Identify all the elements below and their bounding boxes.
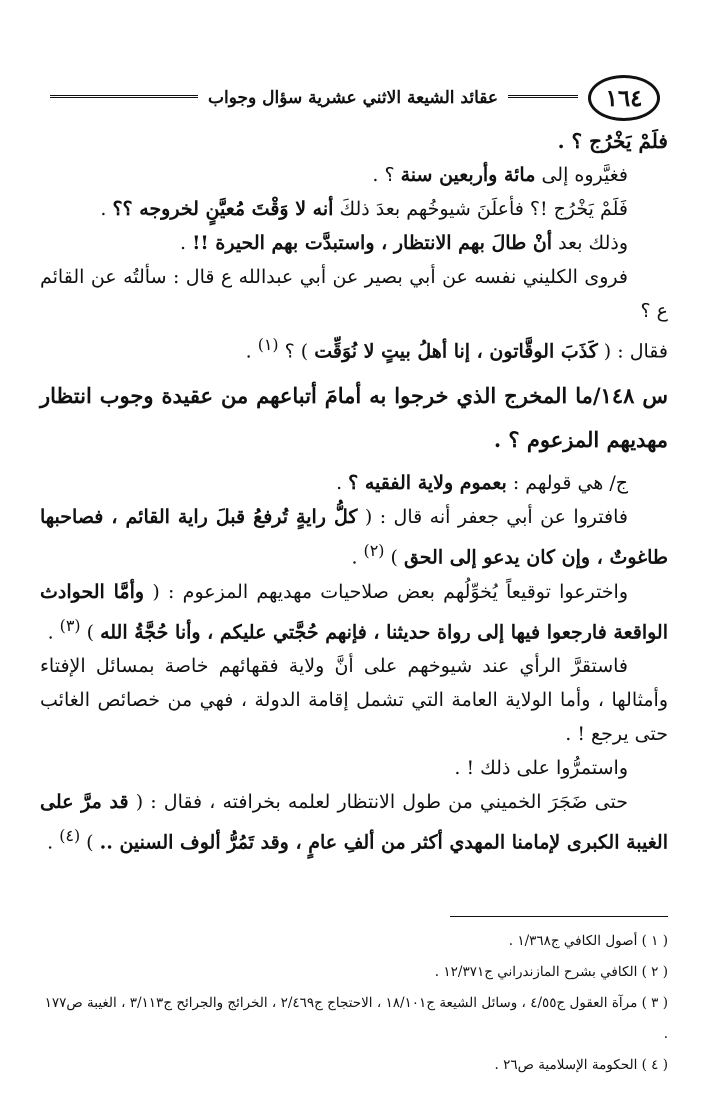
paragraph-6: [40, 328, 668, 368]
footnote-3: ( ٣ ) مرآة العقول ج٤/٥٥ ، وسائل الشيعة ج١٨/١٠١ ، الاحتجاج ج٢/٤٦٩ ، الخرائج والجرائح ج٣/١١٣ ، الغيبة ص١٧٧ .: [44, 995, 668, 1042]
paragraph-2: [40, 158, 668, 192]
paragraph-11: [40, 785, 668, 859]
header-rule-right: [508, 95, 578, 101]
text-run: ؟ .: [372, 164, 401, 186]
bold-text: أنْ طالَ بهم الانتظار ، واستبدَّت بهم الحيرة !!: [192, 232, 553, 254]
text-run: واخترعوا توقيعاً يُخوِّلُهم بعض صلاحيات مهديهم المزعوم : (: [144, 580, 628, 603]
footnote-separator: [450, 916, 668, 917]
text-run: ): [80, 620, 101, 643]
paragraph-1: فلَمْ يَخْرُج ؟ .: [557, 129, 668, 153]
answer-148: [40, 466, 668, 500]
footnote-ref: (٢): [363, 541, 385, 561]
page-number: ١٦٤: [588, 75, 660, 121]
text-run: حتى ضَجَرَ الخميني من طول الانتظار لعلمه بخرافته ، فقال : (: [128, 790, 628, 813]
text-run: فَلَمْ يَخْرُج !؟ فأعلَنَ شيوخُهم بعدَ ذلكَ: [333, 198, 628, 220]
text-run: .: [180, 232, 193, 254]
bold-text: كلُّ رايةٍ تُرفعُ قبلَ راية القائم ، فصاحبها طاغوتٌ ، وإن كان يدعو إلى الحق: [40, 506, 668, 569]
bold-text: كَذَبَ الوقَّاتون ، إنا أهلُ بيتٍ لا نُوَقِّت: [314, 340, 598, 363]
text-run: ): [384, 546, 404, 569]
footnote-ref: (١): [257, 335, 279, 354]
text-run: .: [47, 620, 60, 643]
text-run: ) ؟: [278, 340, 315, 363]
paragraph-3: [40, 192, 668, 226]
text-run: .: [245, 340, 258, 363]
footnote-1: ( ١ ) أصول الكافي ج١/٣٦٨ .: [508, 933, 668, 949]
text-run: ): [80, 831, 100, 854]
body-text: [40, 124, 668, 859]
text-run: .: [336, 472, 349, 495]
footnote-2: ( ٢ ) الكافي بشرح المازندراني ج١٢/٣٧١ .: [434, 964, 668, 980]
paragraph-7: [40, 500, 668, 574]
text-run: .: [47, 831, 60, 854]
text-run: فقال : (: [597, 340, 668, 363]
text-run: .: [351, 546, 364, 569]
text-run: فافتروا عن أبي جعفر أنه قال : (: [357, 506, 628, 529]
bold-text: مائة وأربعين سنة: [400, 164, 536, 186]
bold-text: بعموم ولاية الفقيه ؟: [348, 472, 507, 495]
page-header: [40, 70, 660, 126]
bold-text: وأمَّا الحوادث الواقعة فارجعوا فيها إلى رواة حديثنا ، فإنهم حُجَّتي عليكم ، وأنا حُجَّةُ الله: [40, 580, 668, 643]
footnote-ref: (٣): [59, 615, 81, 635]
text-run: وذلك بعد: [552, 232, 628, 254]
paragraph-5: فروى الكليني نفسه عن أبي بصير عن أبي عبدالله ع قال : سألتُه عن القائم ع ؟: [40, 266, 668, 322]
footnotes: [40, 926, 668, 1081]
paragraph-8: [40, 575, 668, 649]
text-run: ج/ هي قولهم :: [506, 472, 628, 495]
header-rule-left: [50, 95, 198, 101]
bold-text: قد مرَّ على الغيبة الكبرى لإمامنا المهدي أكثر من ألفِ عامٍ ، وقد تَمُرُّ ألوف السنين ..: [40, 790, 668, 854]
running-title: عقائد الشيعة الاثني عشرية سؤال وجواب: [208, 88, 498, 108]
footnote-4: ( ٤ ) الحكومة الإسلامية ص٢٦ .: [494, 1057, 668, 1073]
question-148: س ١٤٨/ما المخرج الذي خرجوا به أمامَ أتباعهم من عقيدة وجوب انتظار مهديهم المزعوم ؟ .: [40, 383, 669, 453]
paragraph-10: واستمرُّوا على ذلك ! .: [454, 756, 628, 779]
footnote-ref: (٤): [59, 825, 81, 845]
bold-text: أنه لا وَقْتَ مُعيَّنٍ لخروجه ؟؟: [112, 198, 334, 220]
text-run: .: [100, 198, 113, 220]
paragraph-9: فاستقرَّ الرأي عند شيوخهم على أنَّ ولاية فقهائهم خاصة بمسائل الإفتاء وأمثالها ، وأما الولاية العامة التي تشمل إقامة الدولة ، فهي من خصائص الغائب حتى يرجع ! .: [40, 654, 668, 745]
paragraph-4: [40, 226, 668, 260]
text-run: فغيَّروه إلى: [535, 164, 628, 186]
